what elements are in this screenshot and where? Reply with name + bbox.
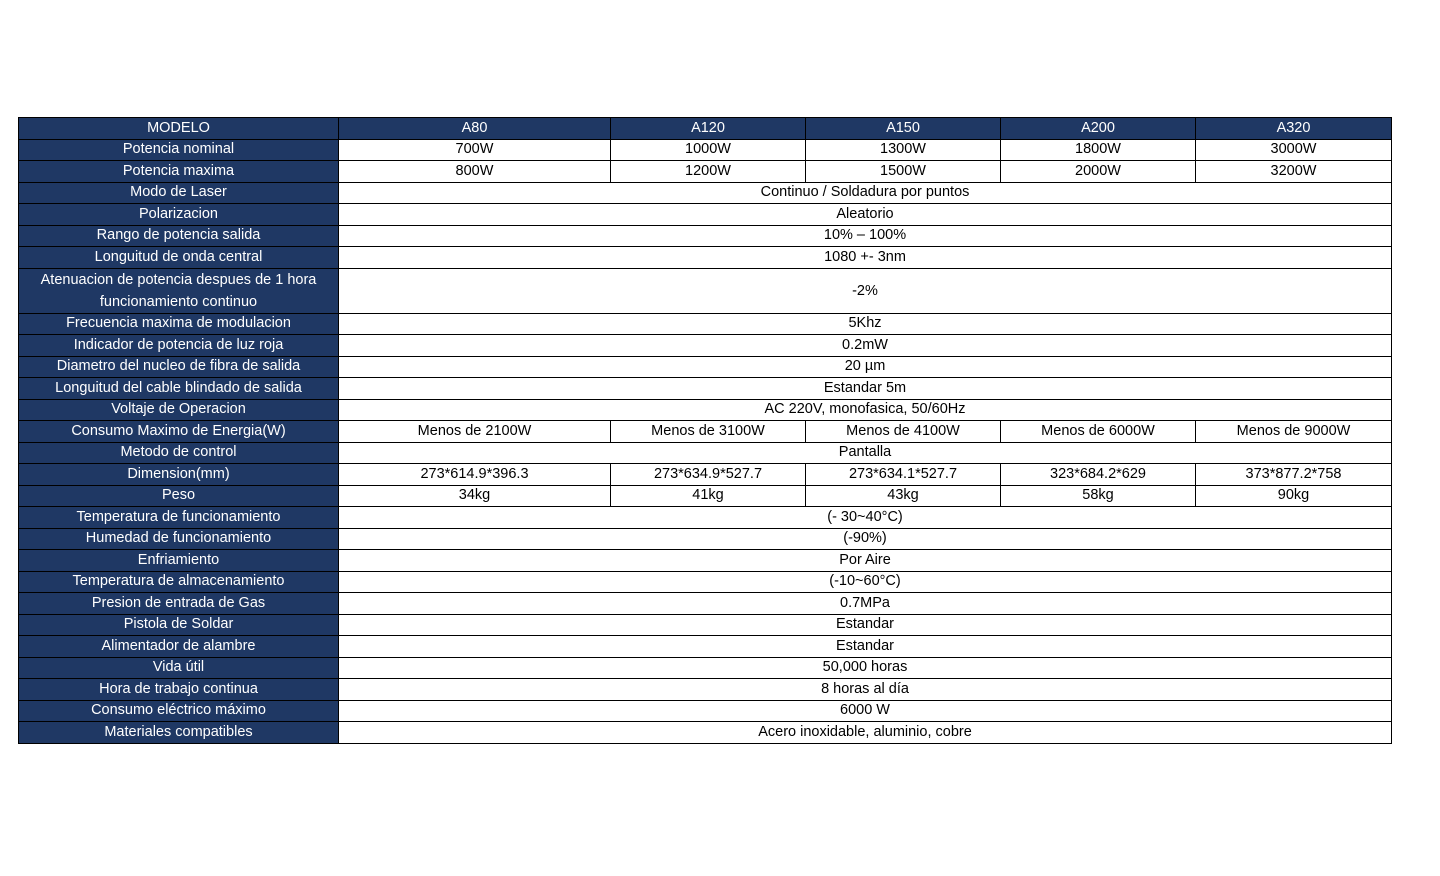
- table-row: [19, 571, 1392, 593]
- spec-label-cell: Presion de entrada de Gas: [19, 593, 339, 615]
- spec-label-cell: Dimension(mm): [19, 464, 339, 486]
- spec-value-cell: 1500W: [806, 161, 1001, 183]
- spec-value-cell: 700W: [339, 139, 611, 161]
- spec-value-cell: 43kg: [806, 485, 1001, 507]
- table-row: [19, 225, 1392, 247]
- spec-label-cell: Indicador de potencia de luz roja: [19, 335, 339, 357]
- table-row: [19, 614, 1392, 636]
- spec-label-cell: Consumo Maximo de Energia(W): [19, 421, 339, 443]
- spec-label-cell: Longuitud de onda central: [19, 247, 339, 269]
- spec-value-cell: 3200W: [1196, 161, 1392, 183]
- spec-value-cell: Menos de 2100W: [339, 421, 611, 443]
- model-header-cell: A200: [1001, 118, 1196, 140]
- spec-label-cell: Diametro del nucleo de fibra de salida: [19, 356, 339, 378]
- spec-label-cell: Atenuacion de potencia despues de 1 hora funcionamiento continuo: [19, 268, 339, 313]
- spec-value-cell: 3000W: [1196, 139, 1392, 161]
- spec-value-cell: 1200W: [611, 161, 806, 183]
- spec-value-cell: 58kg: [1001, 485, 1196, 507]
- spec-value-cell-merged: 10% – 100%: [339, 225, 1392, 247]
- spec-value-cell-merged: AC 220V, monofasica, 50/60Hz: [339, 399, 1392, 421]
- table-row: [19, 679, 1392, 701]
- spec-value-cell-merged: 0.2mW: [339, 335, 1392, 357]
- table-row: [19, 161, 1392, 183]
- table-row: [19, 356, 1392, 378]
- spec-value-cell-merged: Estandar 5m: [339, 378, 1392, 400]
- spec-table: [18, 117, 1392, 744]
- spec-value-cell-merged: 8 horas al día: [339, 679, 1392, 701]
- spec-value-cell-merged: Pantalla: [339, 442, 1392, 464]
- table-row: [19, 464, 1392, 486]
- model-header-cell: A80: [339, 118, 611, 140]
- spec-label-cell: Frecuencia maxima de modulacion: [19, 313, 339, 335]
- table-row: [19, 507, 1392, 529]
- spec-label-cell: Peso: [19, 485, 339, 507]
- table-row: [19, 657, 1392, 679]
- spec-label-cell: Humedad de funcionamiento: [19, 528, 339, 550]
- spec-value-cell: 800W: [339, 161, 611, 183]
- spec-value-cell: 273*634.1*527.7: [806, 464, 1001, 486]
- spec-value-cell-merged: 0.7MPa: [339, 593, 1392, 615]
- spec-value-cell: 90kg: [1196, 485, 1392, 507]
- spec-value-cell: 1300W: [806, 139, 1001, 161]
- spec-value-cell-merged: Estandar: [339, 636, 1392, 658]
- spec-value-cell-merged: 50,000 horas: [339, 657, 1392, 679]
- spec-label-cell: Enfriamiento: [19, 550, 339, 572]
- spec-label-cell: Rango de potencia salida: [19, 225, 339, 247]
- spec-value-cell-merged: Por Aire: [339, 550, 1392, 572]
- spec-value-cell-merged: 20 µm: [339, 356, 1392, 378]
- spec-label-cell: Hora de trabajo continua: [19, 679, 339, 701]
- spec-label-cell: Modo de Laser: [19, 182, 339, 204]
- spec-value-cell: 373*877.2*758: [1196, 464, 1392, 486]
- spec-value-cell: Menos de 3100W: [611, 421, 806, 443]
- spec-value-cell: 273*634.9*527.7: [611, 464, 806, 486]
- table-row: [19, 636, 1392, 658]
- spec-value-cell-merged: 1080 +- 3nm: [339, 247, 1392, 269]
- spec-value-cell: 1800W: [1001, 139, 1196, 161]
- spec-value-cell: 2000W: [1001, 161, 1196, 183]
- spec-value-cell: Menos de 9000W: [1196, 421, 1392, 443]
- spec-value-cell-merged: (-90%): [339, 528, 1392, 550]
- spec-value-cell: 323*684.2*629: [1001, 464, 1196, 486]
- spec-body: [19, 139, 1392, 743]
- spec-value-cell-merged: 6000 W: [339, 700, 1392, 722]
- model-header-cell: A320: [1196, 118, 1392, 140]
- spec-label-cell: Consumo eléctrico máximo: [19, 700, 339, 722]
- spec-label-cell: Pistola de Soldar: [19, 614, 339, 636]
- spec-value-cell-merged: Estandar: [339, 614, 1392, 636]
- spec-label-cell: Voltaje de Operacion: [19, 399, 339, 421]
- spec-value-cell-merged: -2%: [339, 268, 1392, 313]
- spec-label-cell: Longuitud del cable blindado de salida: [19, 378, 339, 400]
- table-row: [19, 182, 1392, 204]
- table-row: [19, 268, 1392, 313]
- table-row: [19, 550, 1392, 572]
- spec-label-cell: Potencia maxima: [19, 161, 339, 183]
- spec-label-cell: Potencia nominal: [19, 139, 339, 161]
- table-row: [19, 139, 1392, 161]
- table-row: [19, 378, 1392, 400]
- spec-value-cell: 34kg: [339, 485, 611, 507]
- spec-value-cell: Menos de 4100W: [806, 421, 1001, 443]
- spec-label-cell: Materiales compatibles: [19, 722, 339, 744]
- table-row: [19, 313, 1392, 335]
- model-header-cell: A150: [806, 118, 1001, 140]
- table-row: [19, 247, 1392, 269]
- header-label-cell: MODELO: [19, 118, 339, 140]
- table-row: [19, 593, 1392, 615]
- table-row: [19, 335, 1392, 357]
- spec-value-cell-merged: (- 30~40°C): [339, 507, 1392, 529]
- spec-value-cell: 1000W: [611, 139, 806, 161]
- spec-label-cell: Vida útil: [19, 657, 339, 679]
- table-row: [19, 528, 1392, 550]
- table-row: [19, 722, 1392, 744]
- spec-value-cell-merged: 5Khz: [339, 313, 1392, 335]
- spec-label-cell: Temperatura de almacenamiento: [19, 571, 339, 593]
- table-row: [19, 442, 1392, 464]
- table-row: [19, 421, 1392, 443]
- spec-label-cell: Polarizacion: [19, 204, 339, 226]
- spec-value-cell-merged: Continuo / Soldadura por puntos: [339, 182, 1392, 204]
- spec-value-cell: 273*614.9*396.3: [339, 464, 611, 486]
- table-row: [19, 204, 1392, 226]
- spec-value-cell: 41kg: [611, 485, 806, 507]
- spec-value-cell: Menos de 6000W: [1001, 421, 1196, 443]
- spec-label-cell: Metodo de control: [19, 442, 339, 464]
- model-header-cell: A120: [611, 118, 806, 140]
- spec-value-cell-merged: Acero inoxidable, aluminio, cobre: [339, 722, 1392, 744]
- header-row: [19, 118, 1392, 140]
- spec-label-cell: Temperatura de funcionamiento: [19, 507, 339, 529]
- table-row: [19, 399, 1392, 421]
- table-row: [19, 700, 1392, 722]
- table-row: [19, 485, 1392, 507]
- spec-value-cell-merged: (-10~60°C): [339, 571, 1392, 593]
- spec-label-cell: Alimentador de alambre: [19, 636, 339, 658]
- spec-value-cell-merged: Aleatorio: [339, 204, 1392, 226]
